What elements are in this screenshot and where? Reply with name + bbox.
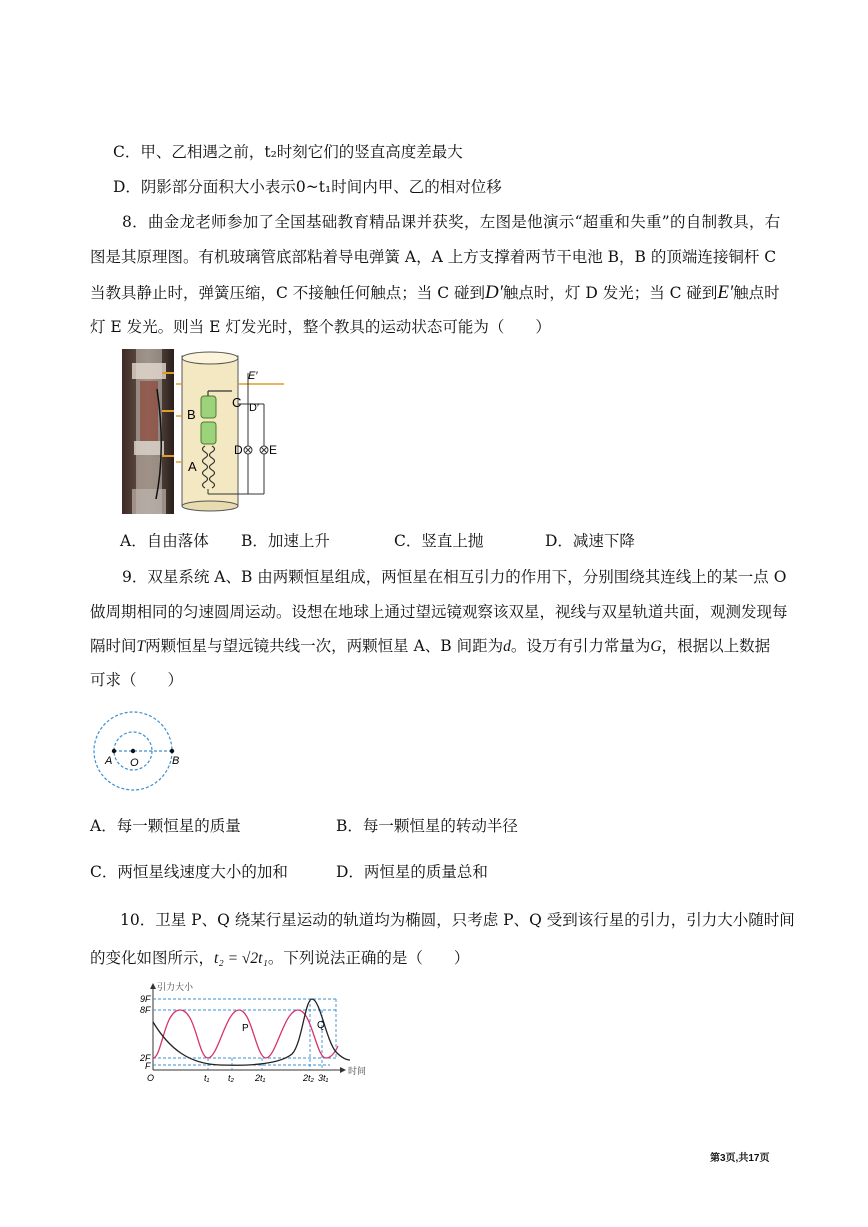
q9-option-b: B．每一颗恒星的转动半径 bbox=[336, 817, 518, 835]
q9-label-b: B bbox=[172, 755, 180, 767]
q8-option-b: B．加速上升 bbox=[241, 532, 330, 550]
q9-orbit-diagram bbox=[88, 708, 188, 792]
q10-x-tick-t1: t₁ bbox=[204, 1073, 210, 1083]
q7-option-c: C．甲、乙相遇之前，t₂时刻它们的竖直高度差最大 bbox=[113, 143, 463, 161]
q8-option-a: A．自由落体 bbox=[120, 532, 209, 550]
q10-x-title: 时间 bbox=[348, 1066, 367, 1076]
q10-line-2: 的变化如图所示，t₂ = √2t₁。下列说法正确的是（ ） bbox=[90, 949, 470, 967]
q10-x-tick-3t1: 3t₁ bbox=[318, 1073, 329, 1083]
q10-x-tick-t2: t₂ bbox=[228, 1073, 234, 1083]
q8-line-3: 当教具静止时，弹簧压缩，C 不接触任何触点；当 C 碰到D′触点时，灯 D 发光；当 C 碰到E′触点时 bbox=[90, 282, 780, 303]
q9-line-3: 隔时间T两颗恒星与望远镜共线一次，两颗恒星 A、B 间距为d。设万有引力常量为G，根据以上数据 bbox=[90, 637, 771, 655]
q8-demo-photo bbox=[122, 349, 174, 514]
q10-curve-q bbox=[153, 999, 350, 1065]
q10-y-title: 引力大小 bbox=[157, 982, 194, 992]
q10-y-tick-f: F bbox=[145, 1061, 151, 1071]
q10-x-tick-o: O bbox=[147, 1073, 155, 1083]
q8-label-e: E bbox=[269, 443, 278, 457]
q8-option-d: D．减速下降 bbox=[545, 532, 635, 550]
q8-label-a: A bbox=[188, 459, 197, 474]
q10-y-tick-9f: 9F bbox=[140, 994, 151, 1004]
q9-label-a: A bbox=[105, 755, 113, 767]
q8-label-e-prime: E′ bbox=[248, 370, 258, 382]
q10-x-tick-2t2: 2t₂ bbox=[303, 1073, 314, 1083]
q8-schematic bbox=[176, 349, 284, 514]
q9-line-4: 可求（ ） bbox=[90, 671, 184, 689]
q10-x-tick-2t1: 2t₁ bbox=[255, 1073, 266, 1083]
q10-y-tick-8f: 8F bbox=[140, 1005, 151, 1015]
q8-label-d: D bbox=[234, 443, 243, 457]
q8-line-4: 灯 E 发光。则当 E 灯发光时，整个教具的运动状态可能为（ ） bbox=[90, 318, 551, 336]
q8-label-d-prime: D′ bbox=[249, 402, 260, 414]
q10-label-q: Q bbox=[317, 1020, 325, 1031]
q8-line-1: 8．曲金龙老师参加了全国基础教育精品课并获奖，左图是他演示“超重和失重”的自制教具，右 bbox=[122, 213, 781, 231]
q9-option-a: A．每一颗恒星的质量 bbox=[90, 817, 241, 835]
q8-label-c: C bbox=[232, 395, 242, 410]
q9-line-1: 9．双星系统 A、B 由两颗恒星组成，两恒星在相互引力的作用下，分别围绕其连线上的某一点 O bbox=[122, 568, 787, 586]
q8-option-c: C．竖直上抛 bbox=[394, 532, 484, 550]
q7-option-d: D．阴影部分面积大小表示0~t₁时间内甲、乙的相对位移 bbox=[113, 178, 502, 196]
q9-option-d: D．两恒星的质量总和 bbox=[336, 863, 488, 881]
q10-line-1: 10．卫星 P、Q 绕某行星运动的轨道均为椭圆，只考虑 P、Q 受到该行星的引力，引力大小随时间 bbox=[120, 911, 795, 929]
q9-label-o: O bbox=[130, 757, 139, 769]
q10-y-tick-2f: 2F bbox=[140, 1053, 151, 1063]
q8-label-b: B bbox=[187, 407, 196, 422]
q9-line-2: 做周期相同的匀速圆周运动。设想在地球上通过望远镜观察该双星，视线与双星轨道共面，观测发现每 bbox=[90, 603, 788, 621]
q10-label-p: P bbox=[242, 1023, 249, 1034]
q9-option-c: C．两恒星线速度大小的加和 bbox=[90, 863, 288, 881]
q10-force-time-chart bbox=[140, 980, 375, 1085]
q8-line-2: 图是其原理图。有机玻璃管底部粘着导电弹簧 A，A 上方支撑着两节干电池 B，B 的顶端连接铜杆 C bbox=[90, 248, 777, 266]
page-footer: 第3页,共17页 bbox=[710, 1153, 770, 1164]
